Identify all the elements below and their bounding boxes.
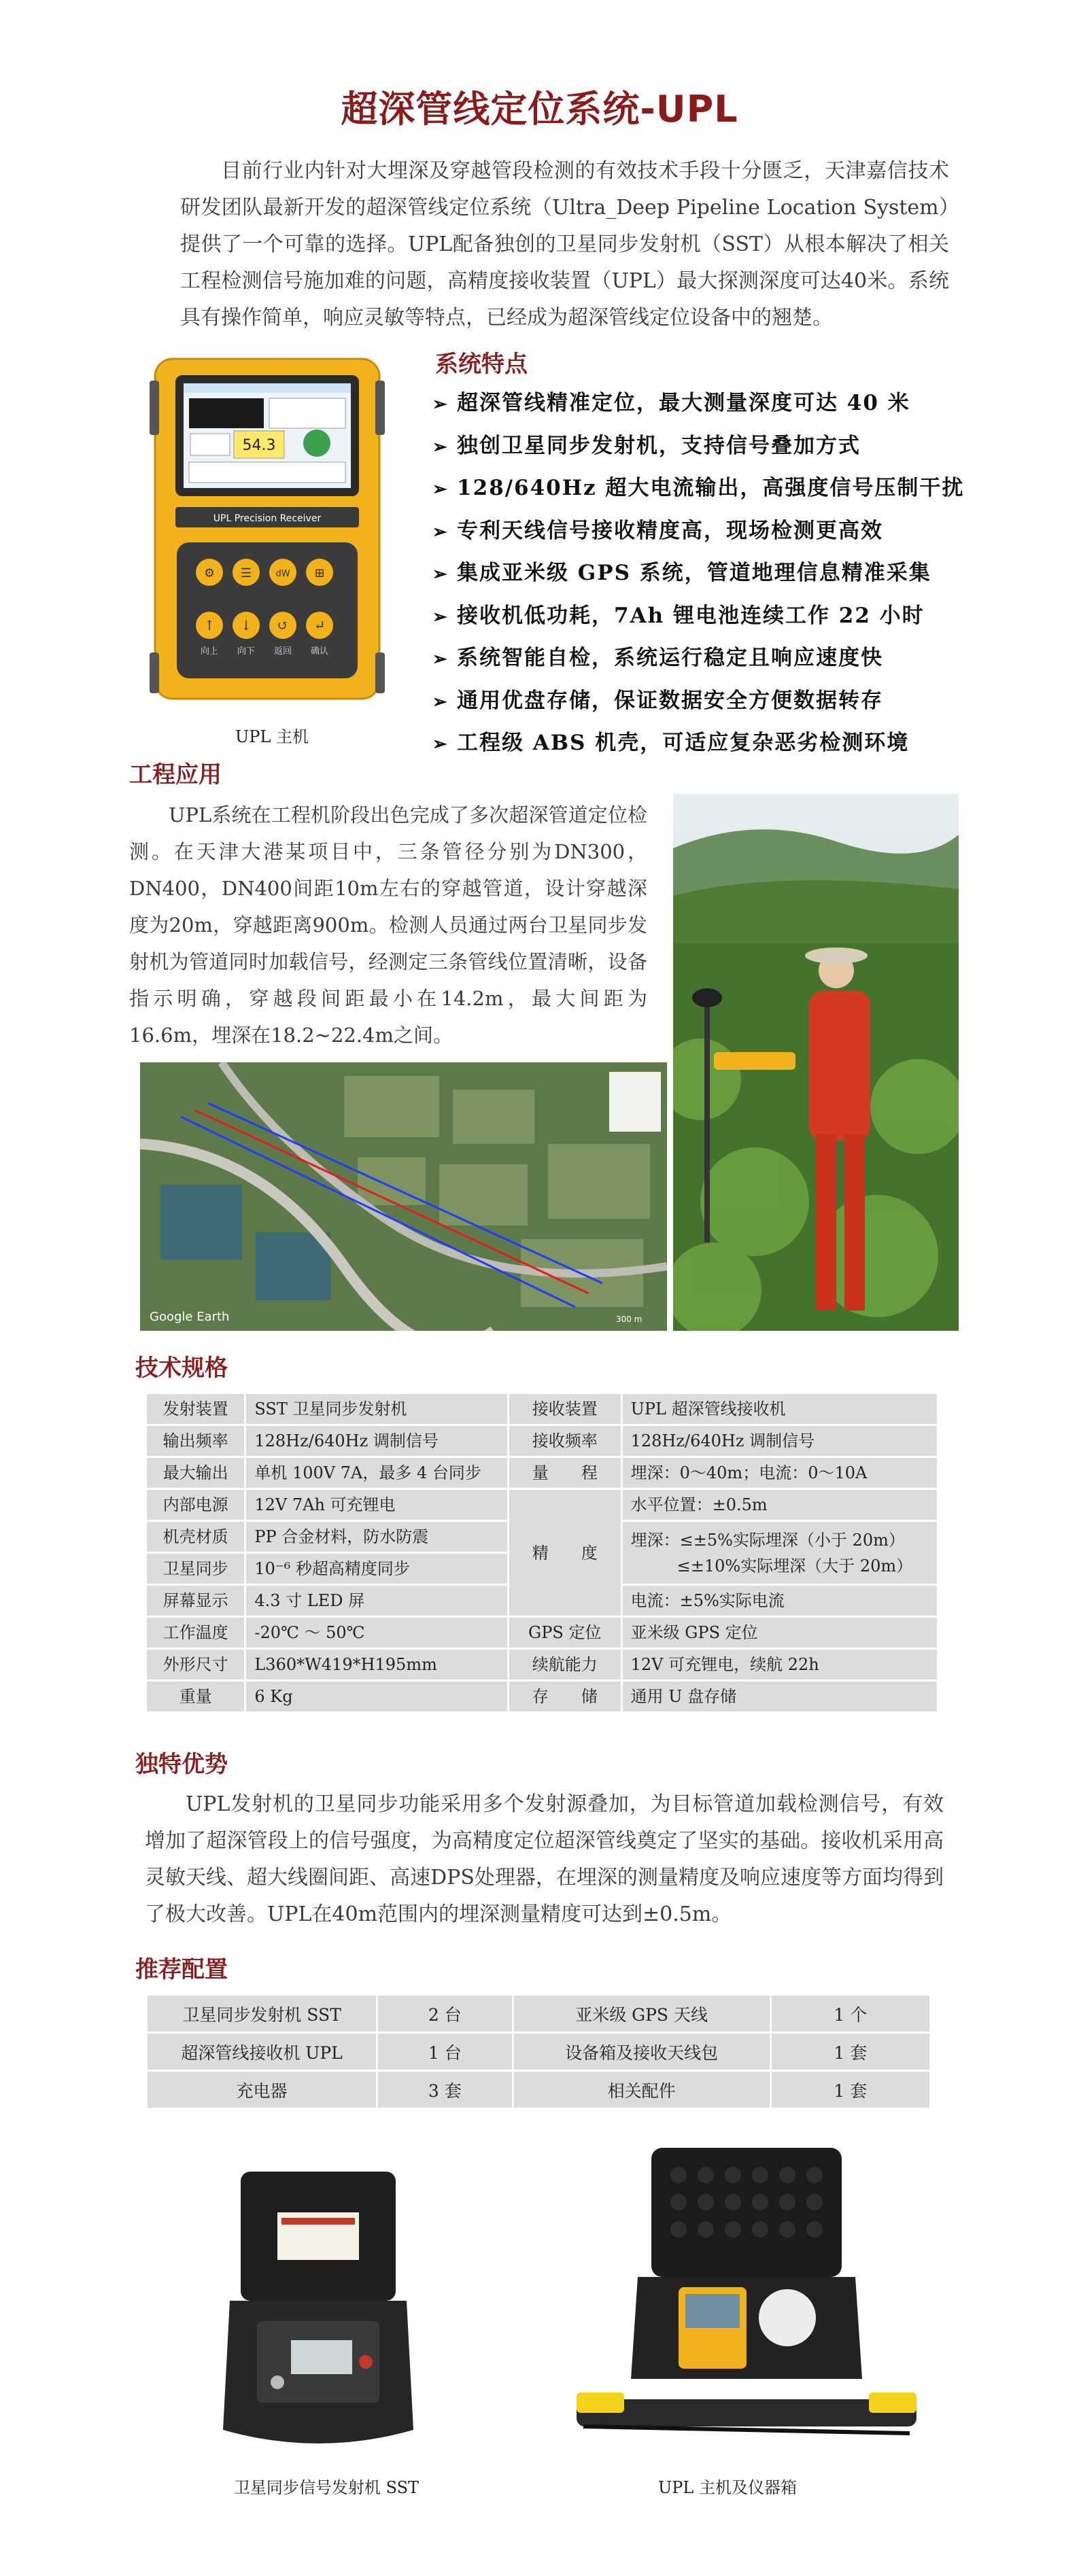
arrow-icon: ➢ — [432, 436, 447, 457]
feature-item: ➢ 超深管线精准定位，最大测量深度可达 40 米 — [432, 383, 964, 425]
table-row: 最大输出 单机 100V 7A，最多 4 台同步 量 程 埋深：0～40m；电流：0～10A — [146, 1457, 938, 1489]
upl-instrument-case-image — [563, 2148, 930, 2454]
precision-depth: 埋深：≤±5%实际埋深（小于 20m） ≤±10%实际埋深（大于 20m） — [621, 1521, 938, 1585]
key-down-label: 向下 — [237, 646, 256, 657]
key-back-label: 返回 — [273, 646, 292, 657]
application-paragraph: UPL系统在工程机阶段出色完成了多次超深管道定位检测。在天津大港某项目中，三条管径分别为DN300，DN400，DN400间距10m左右的穿越管道，设计穿越深度为20m，穿越距离900m。检测人员通过两台卫星同步发射机为管道同时加载信号，经测定三条管线位置清晰，设备指示明确，穿越段间距最小在14.2m，最大间距为16.6m，埋深在18.2~22.4m之间。 — [129, 803, 647, 1047]
arrow-icon: ➢ — [432, 479, 447, 500]
advantage-paragraph: UPL发射机的卫星同步功能采用多个发射源叠加，为目标管道加载检测信号，有效增加了超深管段上的信号强度，为高精度定位超深管线奠定了坚实的基础。接收机采用高灵敏天线、超大线圈间距、高速DPS处理器，在埋深的测量精度及响应速度等方面均得到了极大改善。UPL在40m范围内的埋深测量精度可达到±0.5m。 — [145, 1792, 944, 1926]
upl-case-caption: UPL 主机及仪器箱 — [658, 2478, 797, 2497]
features-list — [432, 383, 964, 765]
page-title: 超深管线定位系统-UPL — [341, 88, 738, 130]
screen-value: 54.3 — [242, 437, 276, 454]
feature-item: ➢ 集成亚米级 GPS 系统，管道地理信息精准采集 — [432, 553, 964, 595]
table-row: 输出频率 128Hz/640Hz 调制信号 接收频率 128Hz/640Hz 调制信号 — [146, 1425, 938, 1457]
table-row: 超深管线接收机 UPL 1 台 设备箱及接收天线包 1 套 — [147, 2033, 931, 2071]
feature-item: ➢ 128/640Hz 超大电流输出，高强度信号压制干扰 — [432, 468, 964, 510]
field-photo — [673, 794, 959, 1331]
table-row: 卫星同步 10⁻⁶ 秒超高精度同步 — [146, 1553, 938, 1585]
arrow-icon: ➢ — [432, 649, 447, 669]
feature-item: ➢ 系统智能自检，系统运行稳定且响应速度快 — [432, 638, 964, 680]
feature-item: ➢ 专利天线信号接收精度高，现场检测更高效 — [432, 510, 964, 553]
map-label: Google Earth — [150, 1310, 230, 1324]
arrow-icon: ➢ — [432, 521, 447, 542]
arrow-icon: ➢ — [432, 394, 447, 415]
config-heading: 推荐配置 — [135, 1956, 228, 1983]
config-table — [145, 1994, 931, 2110]
key-down-icon: ↓ — [240, 617, 252, 633]
intro-paragraph: 目前行业内针对大埋深及穿越管段检测的有效技术手段十分匮乏，天津嘉信技术研发团队最新开发的超深管线定位系统（Ultra_Deep Pipeline Location System）提供了一个可靠的选择。UPL配备独创的卫星同步发射机（SST）从根本解决了相关工程检测信号施加难的问题，高精度接收装置（UPL）最大探测深度可达40米。系统具有操作简单，响应灵敏等特点，已经成为超深管线定位设备中的翘楚。 — [180, 159, 949, 330]
satellite-map-image — [140, 1062, 667, 1331]
arrow-icon: ➢ — [432, 606, 447, 627]
feature-item: ➢ 工程级 ABS 机壳，可适应复杂恶劣检测环境 — [432, 723, 964, 765]
arrow-icon: ➢ — [432, 564, 447, 585]
specs-table — [145, 1392, 939, 1713]
application-heading: 工程应用 — [129, 761, 222, 788]
table-row: 屏幕显示 4.3 寸 LED 屏 电流：±5%实际电流 — [146, 1585, 938, 1617]
key-enter-label: 确认 — [310, 646, 329, 657]
table-row: 工作温度 -20℃ ～ 50℃ GPS 定位 亚米级 GPS 定位 — [146, 1617, 938, 1649]
table-row: 外形尺寸 L360*W419*H195mm 续航能力 12V 可充锂电，续航 22h — [146, 1649, 938, 1681]
sst-transmitter-case-image — [216, 2165, 420, 2457]
key-menu-icon: ☰ — [240, 566, 252, 580]
arrow-icon: ➢ — [432, 734, 447, 754]
key-db-icon: dW — [275, 569, 290, 579]
table-row: 发射装置 SST 卫星同步发射机 接收装置 UPL 超深管线接收机 — [146, 1393, 938, 1425]
key-enter-icon: ↵ — [313, 617, 326, 633]
advantage-heading: 独特优势 — [135, 1751, 228, 1778]
table-row: 卫星同步发射机 SST 2 台 亚米级 GPS 天线 1 个 — [147, 1995, 931, 2033]
key-grid-icon: ⊞ — [314, 566, 325, 580]
key-settings-icon: ⚙ — [203, 566, 216, 580]
upl-device-image — [150, 353, 385, 714]
feature-item: ➢ 独创卫星同步发射机，支持信号叠加方式 — [432, 425, 964, 468]
table-row: 充电器 3 套 相关配件 1 套 — [147, 2071, 931, 2109]
sst-caption: 卫星同步信号发射机 SST — [233, 2478, 419, 2497]
arrow-icon: ➢ — [432, 691, 447, 712]
key-up-label: 向上 — [200, 646, 219, 657]
table-row: 重量 6 Kg 存 储 通用 U 盘存储 — [146, 1681, 938, 1713]
key-back-icon: ↺ — [277, 617, 289, 633]
feature-item: ➢ 接收机低功耗，7Ah 锂电池连续工作 22 小时 — [432, 595, 964, 638]
device-caption: UPL 主机 — [235, 727, 309, 746]
table-row: 机壳材质 PP 合金材料，防水防震 埋深：≤±5%实际埋深（小于 20m） ≤±10%实际埋深（大于 20m） — [146, 1521, 938, 1553]
table-row: 内部电源 12V 7Ah 可充锂电 精 度 水平位置：±0.5m — [146, 1489, 938, 1521]
specs-heading: 技术规格 — [135, 1355, 228, 1382]
key-up-icon: ↑ — [203, 617, 216, 633]
precision-key: 精 度 — [508, 1489, 621, 1617]
brand-strip: UPL Precision Receiver — [213, 513, 322, 524]
map-scale: 300 m — [616, 1315, 643, 1324]
feature-item: ➢ 通用优盘存储，保证数据安全方便数据转存 — [432, 680, 964, 723]
features-heading: 系统特点 — [435, 351, 528, 378]
